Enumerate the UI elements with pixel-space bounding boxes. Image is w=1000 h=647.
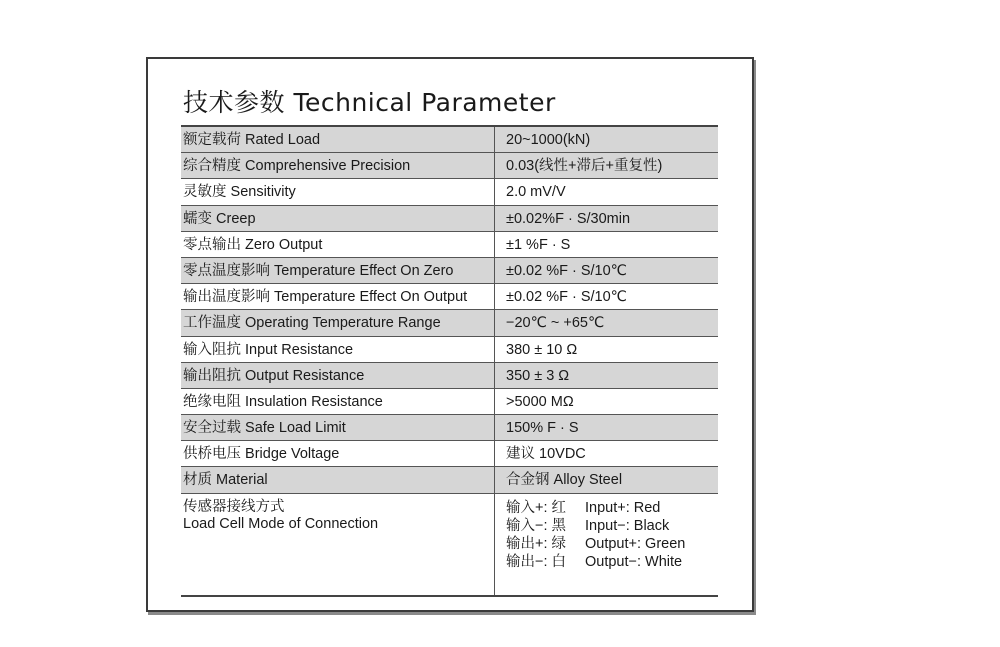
param-label: 供桥电压 Bridge Voltage — [181, 441, 495, 466]
connection-label-en: Load Cell Mode of Connection — [183, 515, 379, 532]
table-row — [181, 127, 718, 153]
wire-en: Input+: Red — [585, 499, 661, 516]
page-title: 技术参数 Technical Parameter — [183, 88, 556, 117]
wire-cn: 输入−: 黑 — [506, 517, 567, 534]
param-label: 额定载荷 Rated Load — [181, 127, 495, 152]
table-row — [181, 363, 718, 389]
wire-en: Output−: White — [585, 553, 683, 570]
param-value: ±0.02 %F · S/10℃ — [506, 289, 627, 306]
param-value: 20~1000(kN) — [506, 132, 591, 148]
table-row — [181, 206, 718, 232]
connection-label — [181, 494, 495, 595]
param-value: ±1 %F · S — [506, 236, 571, 253]
param-value: −20℃ ~ +65℃ — [506, 315, 605, 332]
param-value: 0.03(线性+滞后+重复性) — [506, 158, 663, 175]
wire-cn: 输出+: 绿 — [506, 535, 567, 552]
param-label: 零点输出 Zero Output — [181, 232, 495, 257]
param-value: >5000 MΩ — [506, 393, 574, 410]
param-value: 380 ± 10 Ω — [506, 341, 578, 358]
table-row — [181, 179, 718, 205]
wire-en: Output+: Green — [585, 535, 686, 552]
wire-en: Input−: Black — [585, 517, 670, 534]
parameter-panel — [146, 57, 754, 612]
table-row — [181, 258, 718, 284]
connection-item — [506, 553, 718, 571]
param-value: 建议 10VDC — [506, 446, 586, 463]
table-row — [181, 337, 718, 363]
param-label: 输出温度影响 Temperature Effect On Output — [181, 284, 495, 309]
table-row — [181, 389, 718, 415]
connection-label-cn: 传感器接线方式 — [183, 498, 285, 515]
parameter-table — [181, 125, 718, 597]
param-label: 零点温度影响 Temperature Effect On Zero — [181, 258, 495, 283]
param-label: 输出阻抗 Output Resistance — [181, 363, 495, 388]
table-row — [181, 284, 718, 310]
table-row — [181, 415, 718, 441]
table-row — [181, 441, 718, 467]
param-value: ±0.02%F · S/30min — [506, 210, 631, 227]
param-value: ±0.02 %F · S/10℃ — [506, 262, 627, 279]
connection-item — [506, 499, 718, 517]
param-label: 材质 Material — [181, 467, 495, 492]
connection-item — [506, 517, 718, 535]
table-row — [181, 153, 718, 179]
param-label: 灵敏度 Sensitivity — [181, 179, 495, 204]
param-label: 安全过载 Safe Load Limit — [181, 415, 495, 440]
param-value: 350 ± 3 Ω — [506, 367, 570, 384]
table-row — [181, 310, 718, 336]
param-label: 综合精度 Comprehensive Precision — [181, 153, 495, 178]
param-label: 绝缘电阻 Insulation Resistance — [181, 389, 495, 414]
param-label: 工作温度 Operating Temperature Range — [181, 310, 495, 335]
param-value: 合金钢 Alloy Steel — [506, 472, 623, 489]
connection-row — [181, 494, 718, 597]
connection-item — [506, 535, 718, 553]
table-row — [181, 467, 718, 493]
param-label: 输入阻抗 Input Resistance — [181, 337, 495, 362]
param-value: 150% F · S — [506, 420, 579, 437]
param-label: 蠕变 Creep — [181, 206, 495, 231]
table-row — [181, 232, 718, 258]
connection-values — [495, 494, 718, 595]
wire-cn: 输出−: 白 — [506, 553, 567, 570]
wire-cn: 输入+: 红 — [506, 499, 567, 516]
param-value: 2.0 mV/V — [506, 184, 566, 201]
